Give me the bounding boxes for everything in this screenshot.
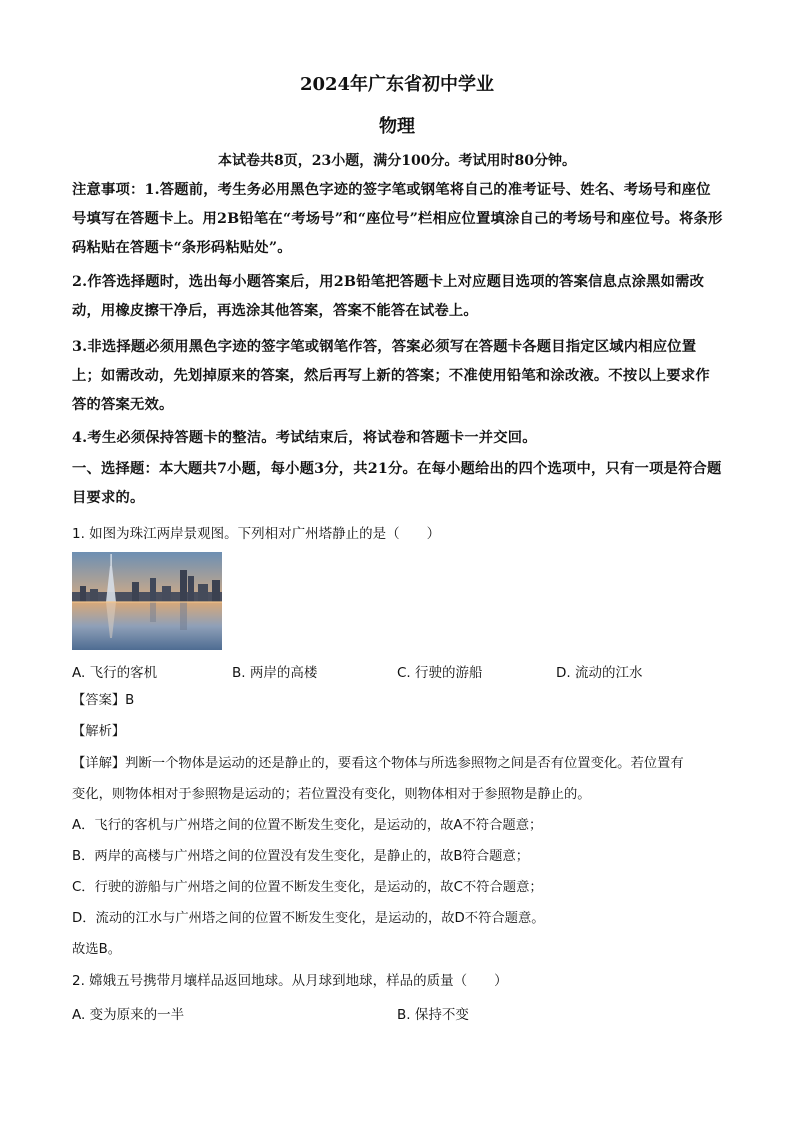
notice-item-2: 2.作答选择题时，选出每小题答案后，用2B铅笔把答题卡上对应题目选项的答案信息点涂黑如需改动，用橡皮擦干净后，再选涂其他答案，答案不能答在试卷上。 <box>72 274 705 319</box>
q1-answer: 【答案】B <box>72 693 135 708</box>
q2-option-a: A. 变为原来的一半 <box>72 1007 185 1023</box>
q1-explain-d: D．流动的江水与广州塔之间的位置不断发生变化，是运动的，故D不符合题意。 <box>72 911 545 926</box>
exam-title: 2024年广东省初中学业 <box>299 74 495 95</box>
q1-analysis-label: 【解析】 <box>72 724 126 739</box>
q1-option-c: C. 行驶的游船 <box>397 665 483 681</box>
q1-option-d: D. 流动的江水 <box>556 665 643 681</box>
q2-option-b: B. 保持不变 <box>397 1007 469 1023</box>
q1-conclusion: 故选B。 <box>72 942 122 957</box>
subject-title: 物理 <box>379 116 415 137</box>
q1-explain-b: B．两岸的高楼与广州塔之间的位置没有发生变化，是静止的，故B符合题意； <box>72 849 530 864</box>
q1-detail-line-2: 变化，则物体相对于参照物是运动的；若位置没有变化，则物体相对于参照物是静止的。 <box>72 787 591 802</box>
q1-detail-line-1: 【详解】判断一个物体是运动的还是静止的，要看这个物体与所选参照物之间是否有位置变化。若位置有 <box>72 756 684 771</box>
notice-item-3: 3.非选择题必须用黑色字迹的签字笔或钢笔作答，答案必须写在答题卡各题目指定区域内相应位置上；如需改动，先划掉原来的答案，然后再写上新的答案；不准使用铅笔和涂改液。不按以上要求作答的答案无效。 <box>72 339 710 413</box>
q1-explain-c: C．行驶的游船与广州塔之间的位置不断发生变化，是运动的，故C不符合题意； <box>72 880 543 895</box>
question-2-stem: 2. 嫦娥五号携带月壤样品返回地球。从月球到地球，样品的质量（ ） <box>72 973 508 989</box>
exam-info: 本试卷共8页，23小题，满分100分。考试用时80分钟。 <box>218 153 576 169</box>
pearl-river-photo <box>72 552 222 650</box>
question-1-stem: 1. 如图为珠江两岸景观图。下列相对广州塔静止的是（ ） <box>72 526 441 542</box>
notice-item-4: 4.考生必须保持答题卡的整洁。考试结束后，将试卷和答题卡一并交回。 <box>72 430 537 446</box>
q1-option-b: B. 两岸的高楼 <box>232 665 318 681</box>
q1-explain-a: A．飞行的客机与广州塔之间的位置不断发生变化，是运动的，故A不符合题意； <box>72 818 543 833</box>
q1-option-a: A. 飞行的客机 <box>72 665 158 681</box>
section-heading: 一、选择题：本大题共7小题，每小题3分，共21分。在每小题给出的四个选项中，只有一项是符合题目要求的。 <box>72 461 722 506</box>
notice-item-1: 注意事项：1.答题前，考生务必用黑色字迹的签字笔或钢笔将自己的准考证号、姓名、考场号和座位号填写在答题卡上。用2B铅笔在“考场号”和“座位号”栏相应位置填涂自己的考场号和座位号。将条形码粘贴在答题卡“条形码粘贴处”。 <box>72 182 723 256</box>
